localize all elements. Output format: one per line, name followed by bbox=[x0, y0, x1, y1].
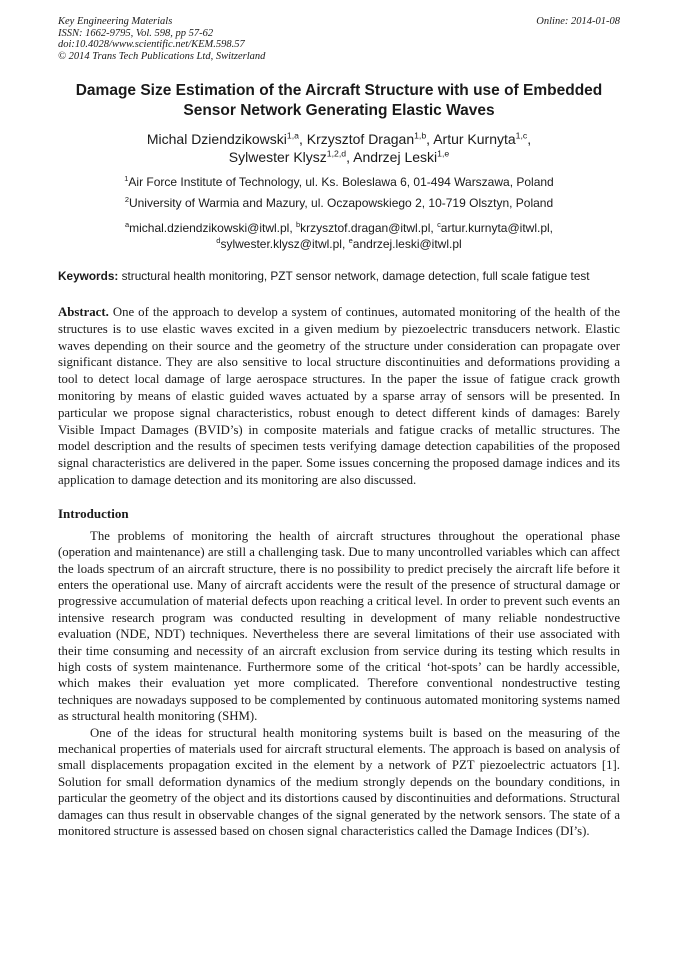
journal-issn: ISSN: 1662-9795, Vol. 598, pp 57-62 bbox=[58, 27, 214, 39]
email-text: michal.dziendzikowski@itwl.pl bbox=[129, 221, 290, 235]
email-sup: a bbox=[124, 220, 130, 229]
keywords-label: Keywords: bbox=[58, 269, 119, 283]
email-sup: b bbox=[296, 220, 301, 229]
journal-header-left bbox=[58, 16, 265, 62]
email-text: artur.kurnyta@itwl.pl bbox=[440, 221, 550, 235]
email-sup: c bbox=[437, 220, 441, 229]
author-name: Michal Dziendzikowski bbox=[146, 131, 287, 147]
introduction-body bbox=[58, 528, 620, 840]
paragraph: One of the ideas for structural health monitoring systems built is based on the measuring of the mechanical properties of materials used for aircraft structural elements. The approach is based on analysis of small displacements propagation excited in the element by a network of PZT piezoelectric actuators [1]. Solution for small deformation dynamics of the medium strongly depends on the boundary conditions, in particular the geometry of the object and its distortions caused by discontinuities and deformations. Structural damages can thus result in observable changes of the signal generated by the network sensors. The state of a monitored structure is assessed based on chosen signal characteristics called the Damage Indices (DI’s). bbox=[58, 725, 620, 839]
keywords-text: structural health monitoring, PZT sensor network, damage detection, full scale fatigue test bbox=[121, 269, 590, 283]
abstract-text: One of the approach to develop a system of continues, automated monitoring of the health of the structures is to use elastic waves excited in a given medium by piezoelectric transducers network. Elastic waves depending on their source and the geometry of the structure under consideration can propagate over significant distance. They are also sensitive to local structure discontinuities and deformations providing a tool to detect local damage of large aerospace structures. In the paper the issue of fatigue crack growth monitoring by means of elastic guided waves actuated by a sparse array of sensors will be presented. In particular we propose signal characteristics, robust enough to detect different kinds of damages: Barely Visible Impact Damages (BVID’s) in composite materials and fatigue cracks of metallic structures. The model description and the results of specimen tests verifying damage detection capabilities of the proposed signal characteristics are delivered in the paper. Some issues concerning the proposed damage indices and its application to damage detection and its monitoring are also discussed. bbox=[58, 305, 620, 487]
author-name: Sylwester Klysz bbox=[228, 149, 327, 165]
email-sup: d bbox=[216, 235, 221, 245]
journal-doi: doi:10.4028/www.scientific.net/KEM.598.57 bbox=[58, 39, 245, 50]
author-sup: 1,b bbox=[414, 130, 427, 141]
email-sup: e bbox=[348, 235, 353, 245]
paper-title: Damage Size Estimation of the Aircraft Structure with use of Embedded Sensor Network Generating Elastic Waves bbox=[75, 82, 603, 119]
keywords-line bbox=[58, 269, 620, 284]
author-name: Krzysztof Dragan bbox=[306, 131, 415, 147]
affiliation: $^2$University of Warmia and Mazury, ul. Oczapowskiego 2, 10-719 Olsztyn, Poland bbox=[124, 195, 554, 210]
author-sup: 1,a bbox=[286, 130, 299, 141]
affiliation-sup: 1 bbox=[124, 174, 129, 183]
email-text: krzysztof.dragan@itwl.pl bbox=[300, 221, 431, 235]
author-sup: 1,2,d bbox=[326, 148, 347, 159]
abstract bbox=[58, 304, 620, 489]
journal-title: Key Engineering Materials bbox=[58, 16, 173, 27]
author-name: Andrzej Leski bbox=[353, 149, 438, 165]
author-emails: $^a$michal.dziendzikowski@itwl.pl, $^b$krzysztof.dragan@itwl.pl, $^c$artur.kurnyta@itwl.pl, $^d$sylwester.klysz@itwl.pl, $^e$andrzej.leski@itwl.pl bbox=[124, 220, 554, 251]
author-sup: 1,e bbox=[437, 148, 450, 159]
online-date: Online: 2014-01-08 bbox=[536, 16, 620, 27]
affiliations bbox=[58, 175, 620, 210]
section-heading-introduction: Introduction bbox=[58, 505, 129, 521]
affiliation: $^1$Air Force Institute of Technology, ul. Ks. Boleslawa 6, 01-494 Warszawa, Poland bbox=[124, 174, 554, 189]
abstract-label: Abstract. bbox=[58, 305, 109, 319]
journal-header bbox=[58, 16, 620, 62]
journal-copyright: © 2014 Trans Tech Publications Ltd, Switzerland bbox=[58, 50, 266, 62]
email-text: sylwester.klysz@itwl.pl bbox=[220, 236, 342, 251]
paragraph: The problems of monitoring the health of aircraft structures throughout the operational phase (operation and maintenance) are still a challenging task. Due to many uncontrolled variables which can affect the loads spectrum of an aircraft structure, there is no possibility to predict precisely the aircraft life before it enters the operational use. Many of aircraft accidents were the result of the presence of structural damage or progressive accumulation of material defects upon reaching a critical level. In order to prevent such events an intensive research program was conducted resulting in development of many reliable nondestructive evaluation (NDE, NDT) techniques. Nevertheless there are several limitations of their use associated with their time consuming and necessity of an aircraft exclusion from service during its testing which results in high costs of system maintenance. Furthermore some of the critical ‘hot-spots’ can be hardly accessible, which makes their evaluation yet more complicated. Therefore conventional nondestructive testing techniques are nowadays supposed to be complemented by continuous automated monitoring systems named as structural health monitoring (SHM). bbox=[58, 528, 620, 724]
author-sup: 1,c bbox=[515, 130, 528, 141]
email-text: andrzej.leski@itwl.pl bbox=[352, 236, 462, 251]
authors-line: Michal Dziendzikowski$^{1,a}$, Krzysztof Dragan$^{1,b}$, Artur Kurnyta$^{1,c}$, Sylwester Klysz$^{1,2,d}$, Andrzej Leski$^{1,e}$ bbox=[146, 130, 532, 165]
affiliation-sup: 2 bbox=[124, 195, 129, 204]
author-name: Artur Kurnyta bbox=[433, 131, 516, 147]
